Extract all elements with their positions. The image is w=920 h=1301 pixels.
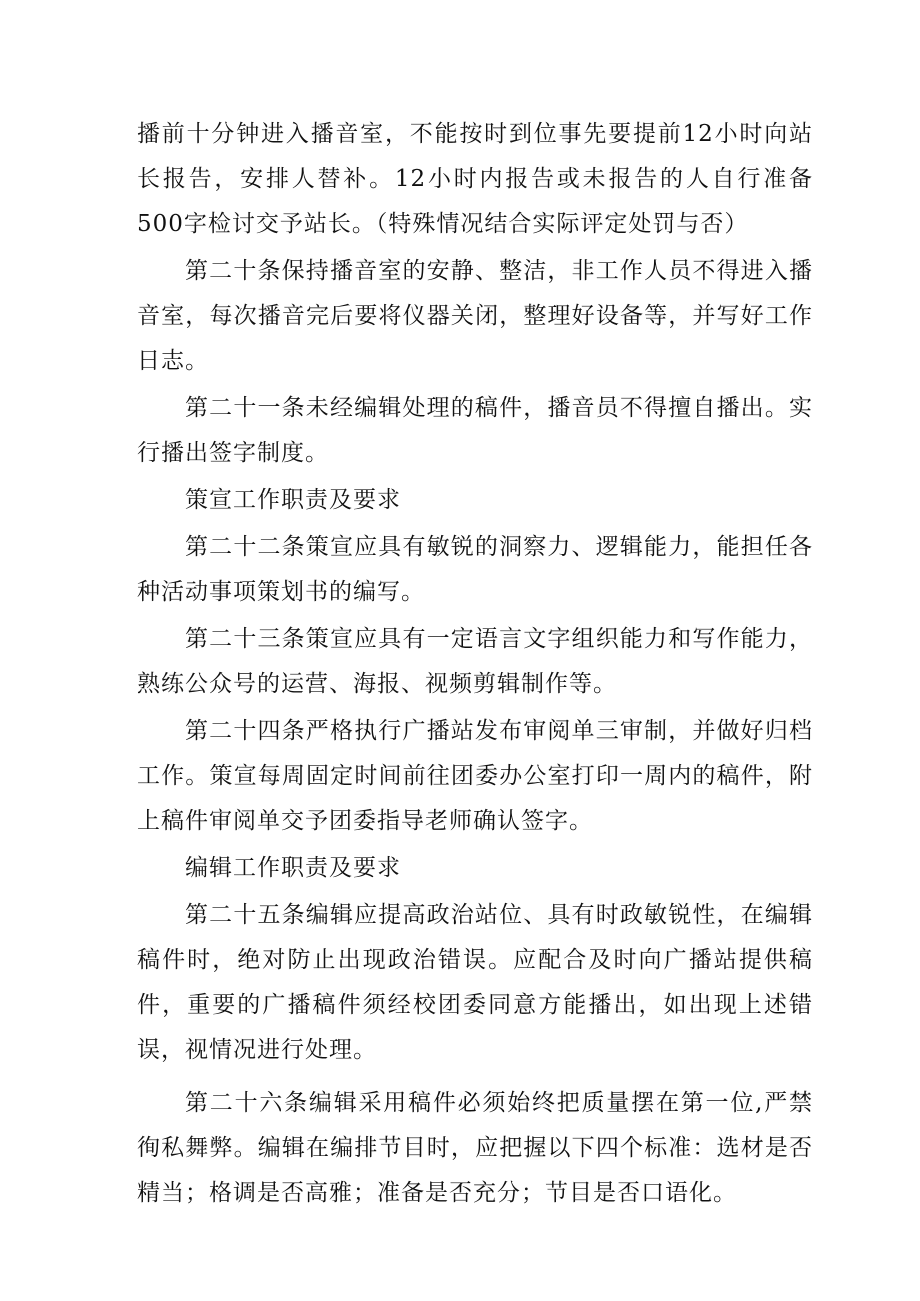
document-page [137,112,813,1216]
article-25: 第二十五条编辑应提高政治站位、具有时政敏锐性，在编辑稿件时，绝对防止出现政治错误。应配合及时向广播站提供稿件，重要的广播稿件须经校团委同意方能播出，如出现上述错误，视情况进行处理。 [137,902,813,1063]
article-20: 第二十条保持播音室的安静、整洁，非工作人员不得进入播音室，每次播音完后要将仪器关闭，整理好设备等，并写好工作日志。 [137,258,813,374]
article-22: 第二十二条策宣应具有敏锐的洞察力、逻辑能力，能担任各种活动事项策划书的编写。 [137,534,813,605]
article-23: 第二十三条策宣应具有一定语言文字组织能力和写作能力，熟练公众号的运营、海报、视频剪辑制作等。 [137,626,813,697]
paragraph-continuation: 播前十分钟进入播音室，不能按时到位事先要提前12小时向站长报告，安排人替补。12小时内报告或未报告的人自行准备500字检讨交予站长。（特殊情况结合实际评定处罚与否） [137,121,813,237]
section-heading-editing: 编辑工作职责及要求 [185,855,401,881]
article-26: 第二十六条编辑采用稿件必须始终把质量摆在第一位,严禁徇私舞弊。编辑在编排节目时，应把握以下四个标准：选材是否精当；格调是否高雅；准备是否充分；节目是否口语化。 [137,1090,813,1206]
article-24: 第二十四条严格执行广播站发布审阅单三审制，并做好归档工作。策宣每周固定时间前往团委办公室打印一周内的稿件，附上稿件审阅单交予团委指导老师确认签字。 [137,718,813,834]
article-21: 第二十一条未经编辑处理的稿件，播音员不得擅自播出。实行播出签字制度。 [137,395,813,466]
section-heading-planning: 策宣工作职责及要求 [185,487,401,513]
